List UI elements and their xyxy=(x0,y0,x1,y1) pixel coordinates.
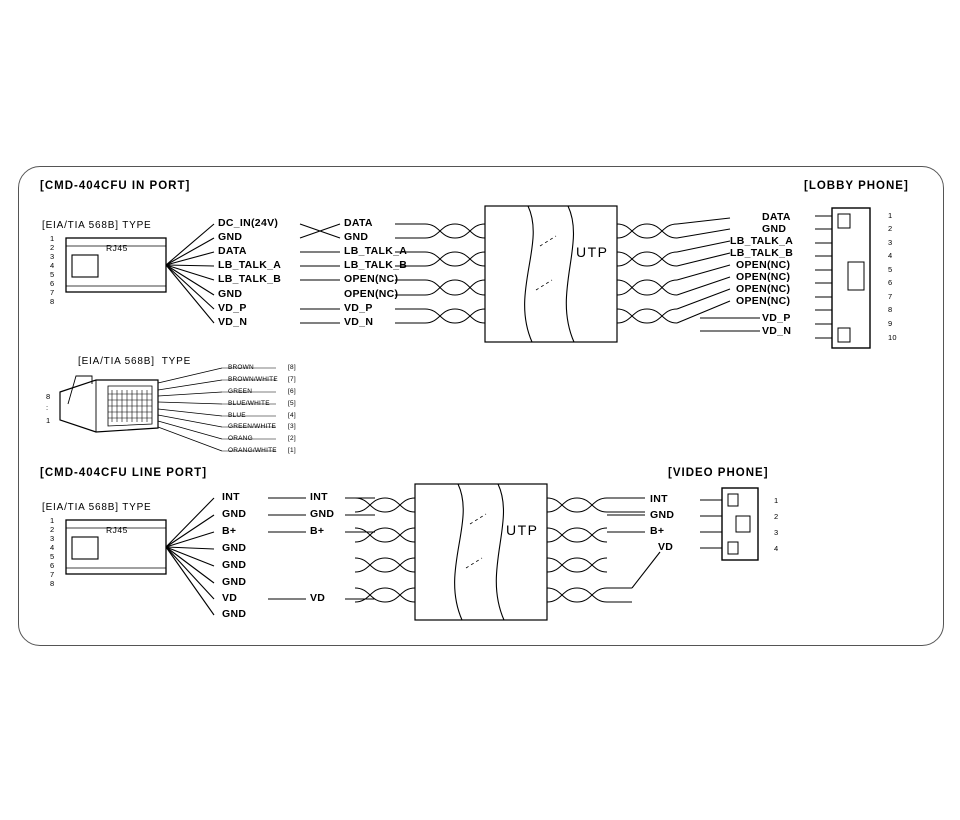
jack-pin-bottom-3: 3 xyxy=(50,534,55,543)
jack-pin-top-1: 1 xyxy=(50,234,55,243)
cable-signal-top-5: OPEN(NC) xyxy=(344,273,399,285)
wire-pin-3: [3] xyxy=(288,423,296,430)
section-title-line-port: [CMD-404CFU LINE PORT] xyxy=(40,467,208,479)
type-label-top: [EIA/TIA 568B] TYPE xyxy=(42,220,152,231)
lobby-pin-9: 9 xyxy=(888,319,893,328)
cable-signal-top-7: VD_P xyxy=(344,302,373,314)
wire-color-2: ORANG xyxy=(228,435,253,442)
jack-pin-bottom-5: 5 xyxy=(50,552,55,561)
wire-pin-5: [5] xyxy=(288,400,296,407)
cable-signal-top-1: DATA xyxy=(344,217,373,229)
jack-pin-top-4: 4 xyxy=(50,261,55,270)
in-port-signal-3: DATA xyxy=(218,245,247,257)
cable-signal-top-3: LB_TALK_A xyxy=(344,245,408,257)
jack-pin-bottom-1: 1 xyxy=(50,516,55,525)
lobby-signal-7: OPEN(NC) xyxy=(736,283,791,295)
plug-mark-1: 1 xyxy=(46,416,51,425)
video-pin-4: 4 xyxy=(774,544,779,553)
video-signal-4: VD xyxy=(658,541,674,553)
wire-pin-8: [8] xyxy=(288,364,296,371)
jack-pin-bottom-2: 2 xyxy=(50,525,55,534)
wire-color-6: GREEN xyxy=(228,388,253,395)
wire-pin-1: [1] xyxy=(288,447,296,454)
line-port-signal-1: INT xyxy=(222,491,240,503)
line-port-signal-7: VD xyxy=(222,592,238,604)
type-label-bottom: [EIA/TIA 568B] TYPE xyxy=(42,502,152,513)
video-signal-3: B+ xyxy=(650,525,665,537)
jack-pin-top-7: 7 xyxy=(50,288,55,297)
jack-pin-top-2: 2 xyxy=(50,243,55,252)
rj45-label-top: RJ45 xyxy=(106,243,128,253)
wire-color-7: BROWN/WHITE xyxy=(228,376,278,383)
section-title-in-port: [CMD-404CFU IN PORT] xyxy=(40,180,191,192)
lobby-signal-10: VD_N xyxy=(762,325,792,337)
wire-pin-7: [7] xyxy=(288,376,296,383)
lobby-signal-5: OPEN(NC) xyxy=(736,259,791,271)
jack-pin-bottom-6: 6 xyxy=(50,561,55,570)
cable-signal-top-2: GND xyxy=(344,231,369,243)
wire-color-8: BROWN xyxy=(228,364,254,371)
cable-signal-top-6: OPEN(NC) xyxy=(344,288,399,300)
cable-signal-bottom-4: VD xyxy=(310,592,326,604)
in-port-signal-5: LB_TALK_B xyxy=(218,273,282,285)
lobby-pin-5: 5 xyxy=(888,265,893,274)
lobby-pin-3: 3 xyxy=(888,238,893,247)
lobby-pin-8: 8 xyxy=(888,305,893,314)
line-port-signal-2: GND xyxy=(222,508,247,520)
jack-pin-top-3: 3 xyxy=(50,252,55,261)
jack-pin-bottom-7: 7 xyxy=(50,570,55,579)
wire-color-1: ORANG/WHITE xyxy=(228,447,277,454)
cable-signal-bottom-2: GND xyxy=(310,508,335,520)
lobby-pin-4: 4 xyxy=(888,251,893,260)
cable-signal-bottom-3: B+ xyxy=(310,525,325,537)
wire-color-5: BLUE/WHITE xyxy=(228,400,270,407)
plug-mark-8: 8 xyxy=(46,392,51,401)
utp-label-top: UTP xyxy=(576,244,609,260)
cable-signal-bottom-1: INT xyxy=(310,491,328,503)
section-title-video-phone: [VIDEO PHONE] xyxy=(668,467,769,479)
cable-signal-top-8: VD_N xyxy=(344,316,374,328)
lobby-pin-10: 10 xyxy=(888,333,897,342)
lobby-signal-3: LB_TALK_A xyxy=(730,235,794,247)
cable-signal-top-4: LB_TALK_B xyxy=(344,259,408,271)
jack-pin-top-6: 6 xyxy=(50,279,55,288)
in-port-signal-6: GND xyxy=(218,288,243,300)
lobby-pin-2: 2 xyxy=(888,224,893,233)
in-port-signal-2: GND xyxy=(218,231,243,243)
line-port-signal-3: B+ xyxy=(222,525,237,537)
type-label-middle: [EIA/TIA 568B] TYPE xyxy=(78,356,192,367)
lobby-signal-4: LB_TALK_B xyxy=(730,247,794,259)
lobby-pin-1: 1 xyxy=(888,211,893,220)
lobby-signal-6: OPEN(NC) xyxy=(736,271,791,283)
lobby-signal-2: GND xyxy=(762,223,787,235)
video-signal-2: GND xyxy=(650,509,675,521)
lobby-pin-6: 6 xyxy=(888,278,893,287)
video-pin-1: 1 xyxy=(774,496,779,505)
in-port-signal-7: VD_P xyxy=(218,302,247,314)
lobby-signal-8: OPEN(NC) xyxy=(736,295,791,307)
line-port-signal-8: GND xyxy=(222,608,247,620)
line-port-signal-4: GND xyxy=(222,542,247,554)
utp-label-bottom: UTP xyxy=(506,522,539,538)
line-port-signal-6: GND xyxy=(222,576,247,588)
jack-pin-bottom-4: 4 xyxy=(50,543,55,552)
video-pin-3: 3 xyxy=(774,528,779,537)
wire-color-3: GREEN/WHITE xyxy=(228,423,277,430)
plug-mark-dots: : xyxy=(46,403,49,412)
lobby-pin-7: 7 xyxy=(888,292,893,301)
rj45-label-bottom: RJ45 xyxy=(106,525,128,535)
wire-pin-4: [4] xyxy=(288,412,296,419)
in-port-signal-4: LB_TALK_A xyxy=(218,259,282,271)
section-title-lobby-phone: [LOBBY PHONE] xyxy=(804,180,909,192)
video-pin-2: 2 xyxy=(774,512,779,521)
in-port-signal-1: DC_IN(24V) xyxy=(218,217,279,229)
video-signal-1: INT xyxy=(650,493,668,505)
lobby-signal-1: DATA xyxy=(762,211,791,223)
in-port-signal-8: VD_N xyxy=(218,316,248,328)
jack-pin-bottom-8: 8 xyxy=(50,579,55,588)
wire-color-4: BLUE xyxy=(228,412,246,419)
wire-pin-6: [6] xyxy=(288,388,296,395)
jack-pin-top-8: 8 xyxy=(50,297,55,306)
wire-pin-2: [2] xyxy=(288,435,296,442)
line-port-signal-5: GND xyxy=(222,559,247,571)
lobby-signal-9: VD_P xyxy=(762,312,791,324)
jack-pin-top-5: 5 xyxy=(50,270,55,279)
